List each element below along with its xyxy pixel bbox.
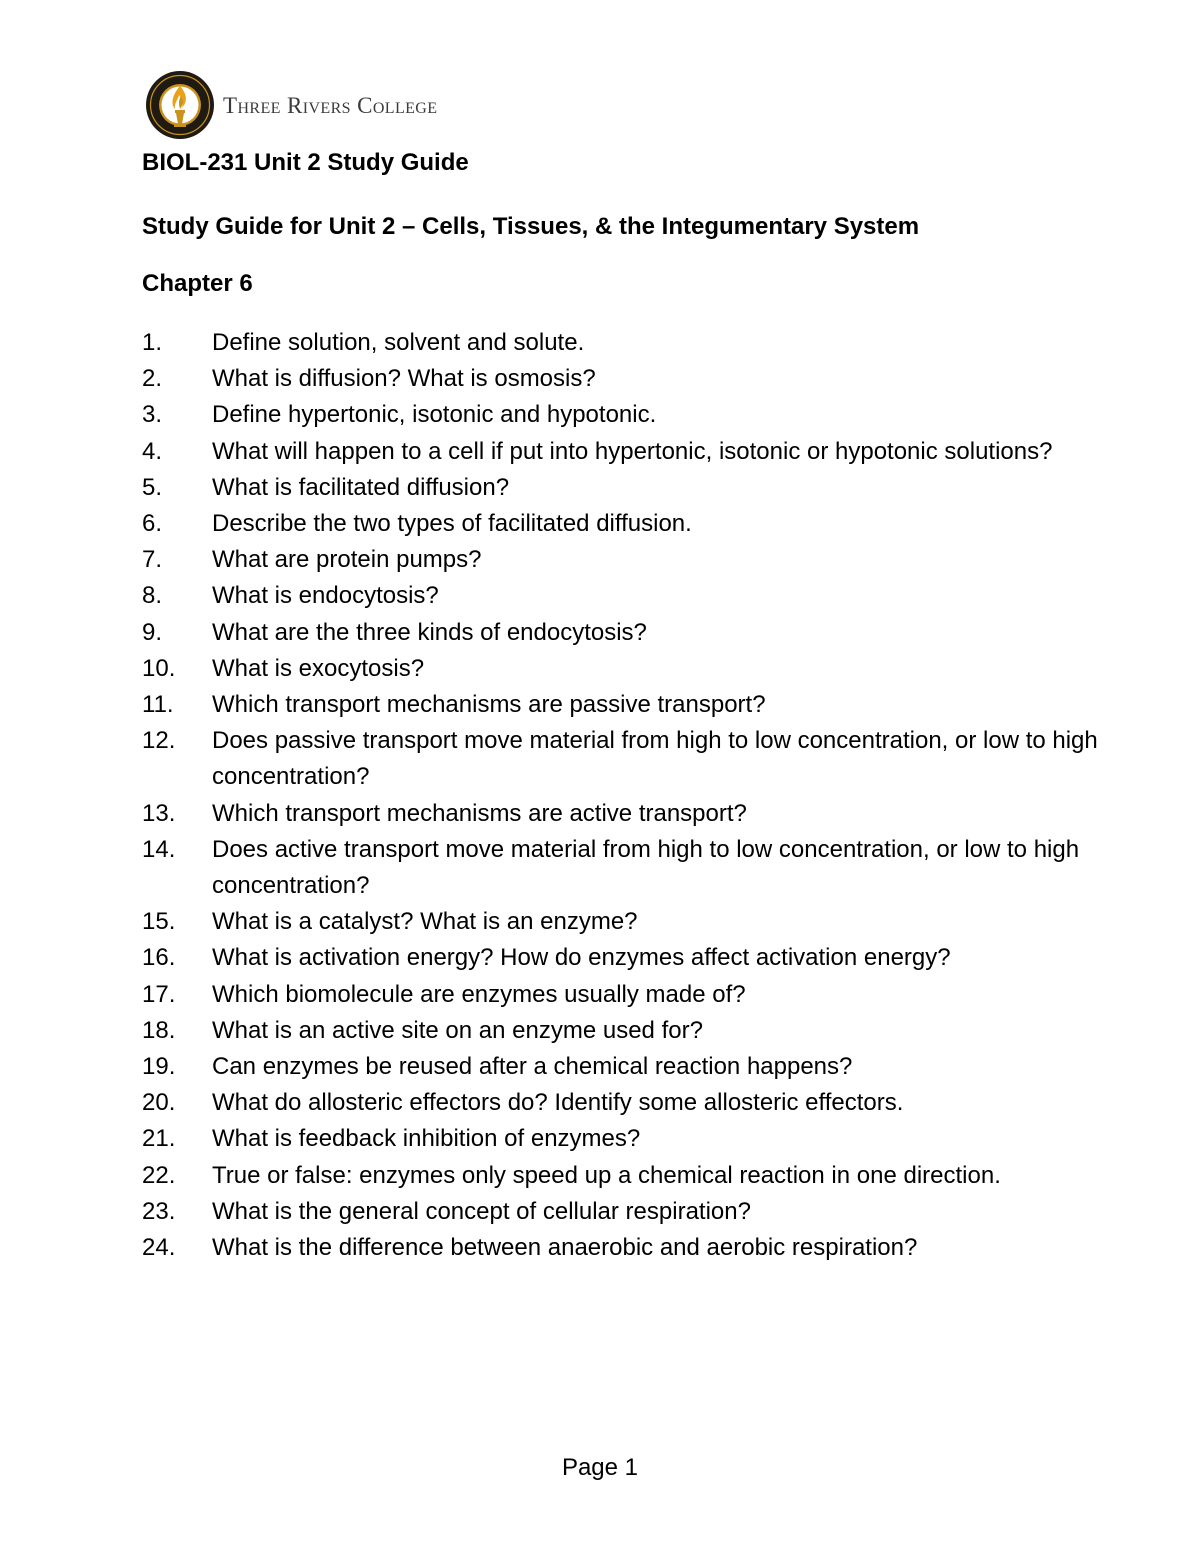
question-number: 15. [142, 908, 176, 936]
question-item [142, 542, 1102, 578]
question-text: Does active transport move material from high to low concentration, or low to high concentration? [212, 835, 1080, 900]
question-number: 24. [142, 1234, 176, 1262]
question-item [142, 1194, 1102, 1230]
question-text: What is endocytosis? [212, 582, 439, 610]
question-number: 6. [142, 510, 163, 538]
question-text: What is diffusion? What is osmosis? [212, 365, 596, 393]
question-text: Which transport mechanisms are passive transport? [212, 691, 766, 719]
question-item [142, 1085, 1102, 1121]
question-text: What is feedback inhibition of enzymes? [212, 1125, 641, 1153]
college-name: Three Rivers College [223, 93, 438, 118]
question-text: What is the difference between anaerobic and aerobic respiration? [212, 1234, 918, 1262]
question-number: 2. [142, 365, 163, 393]
question-number: 23. [142, 1197, 176, 1225]
question-item [142, 940, 1102, 976]
question-number: 5. [142, 473, 163, 501]
question-item [142, 1121, 1102, 1157]
question-number: 13. [142, 799, 176, 827]
question-number: 19. [142, 1053, 176, 1081]
question-item [142, 325, 1102, 361]
question-number: 21. [142, 1125, 176, 1153]
question-text: What is facilitated diffusion? [212, 473, 510, 501]
question-number: 17. [142, 980, 176, 1008]
question-item [142, 1230, 1102, 1266]
question-item [142, 470, 1102, 506]
question-item [142, 1158, 1102, 1194]
question-text: What is the general concept of cellular respiration? [212, 1197, 751, 1225]
question-number: 4. [142, 437, 163, 465]
question-text: What are protein pumps? [212, 546, 482, 574]
question-item [142, 615, 1102, 651]
question-item [142, 904, 1102, 940]
question-text: Define hypertonic, isotonic and hypotonic. [212, 401, 657, 429]
question-text: Which transport mechanisms are active transport? [212, 799, 747, 827]
question-number: 11. [142, 691, 174, 719]
question-text: What do allosteric effectors do? Identify some allosteric effectors. [212, 1089, 904, 1117]
question-text: Which biomolecule are enzymes usually made of? [212, 980, 746, 1008]
question-number: 7. [142, 546, 163, 574]
question-number: 16. [142, 944, 176, 972]
question-number: 14. [142, 835, 176, 863]
question-text: Does passive transport move material from high to low concentration, or low to high concentration? [212, 727, 1098, 791]
question-item [142, 506, 1102, 542]
question-item [142, 651, 1102, 687]
question-text: Describe the two types of facilitated diffusion. [212, 510, 692, 538]
question-text: What is exocytosis? [212, 654, 425, 682]
question-text: What will happen to a cell if put into hypertonic, isotonic or hypotonic solutions? [212, 437, 1053, 465]
document-title: BIOL-231 Unit 2 Study Guide [142, 149, 469, 176]
chapter-heading: Chapter 6 [142, 270, 253, 297]
question-text: True or false: enzymes only speed up a chemical reaction in one direction. [212, 1161, 1001, 1189]
question-number: 1. [142, 329, 163, 356]
question-number: 12. [142, 727, 176, 755]
question-number: 10. [142, 654, 176, 682]
question-item [142, 1013, 1102, 1049]
question-number: 8. [142, 582, 163, 610]
document-subtitle: Study Guide for Unit 2 – Cells, Tissues, & the Integumentary System [142, 213, 920, 240]
question-item [142, 977, 1102, 1013]
question-item [142, 832, 1102, 904]
question-item [142, 578, 1102, 614]
question-item [142, 1049, 1102, 1085]
question-text: What are the three kinds of endocytosis? [212, 618, 647, 646]
question-number: 3. [142, 401, 163, 429]
question-item [142, 434, 1102, 470]
question-text: What is activation energy? How do enzymes affect activation energy? [212, 944, 951, 972]
question-item [142, 397, 1102, 433]
question-item [142, 361, 1102, 397]
question-text: Define solution, solvent and solute. [212, 329, 585, 356]
question-list [142, 325, 1102, 1266]
question-text: Can enzymes be reused after a chemical reaction happens? [212, 1053, 853, 1081]
question-number: 9. [142, 618, 163, 646]
page-number: Page 1 [561, 1454, 639, 1481]
question-number: 22. [142, 1161, 176, 1189]
college-seal-icon [145, 70, 215, 140]
college-logo [145, 70, 437, 140]
question-item [142, 723, 1102, 795]
question-number: 18. [142, 1016, 176, 1044]
question-item [142, 687, 1102, 723]
question-item [142, 796, 1102, 832]
question-text: What is a catalyst? What is an enzyme? [212, 908, 638, 936]
question-text: What is an active site on an enzyme used for? [212, 1016, 703, 1044]
question-number: 20. [142, 1089, 176, 1117]
